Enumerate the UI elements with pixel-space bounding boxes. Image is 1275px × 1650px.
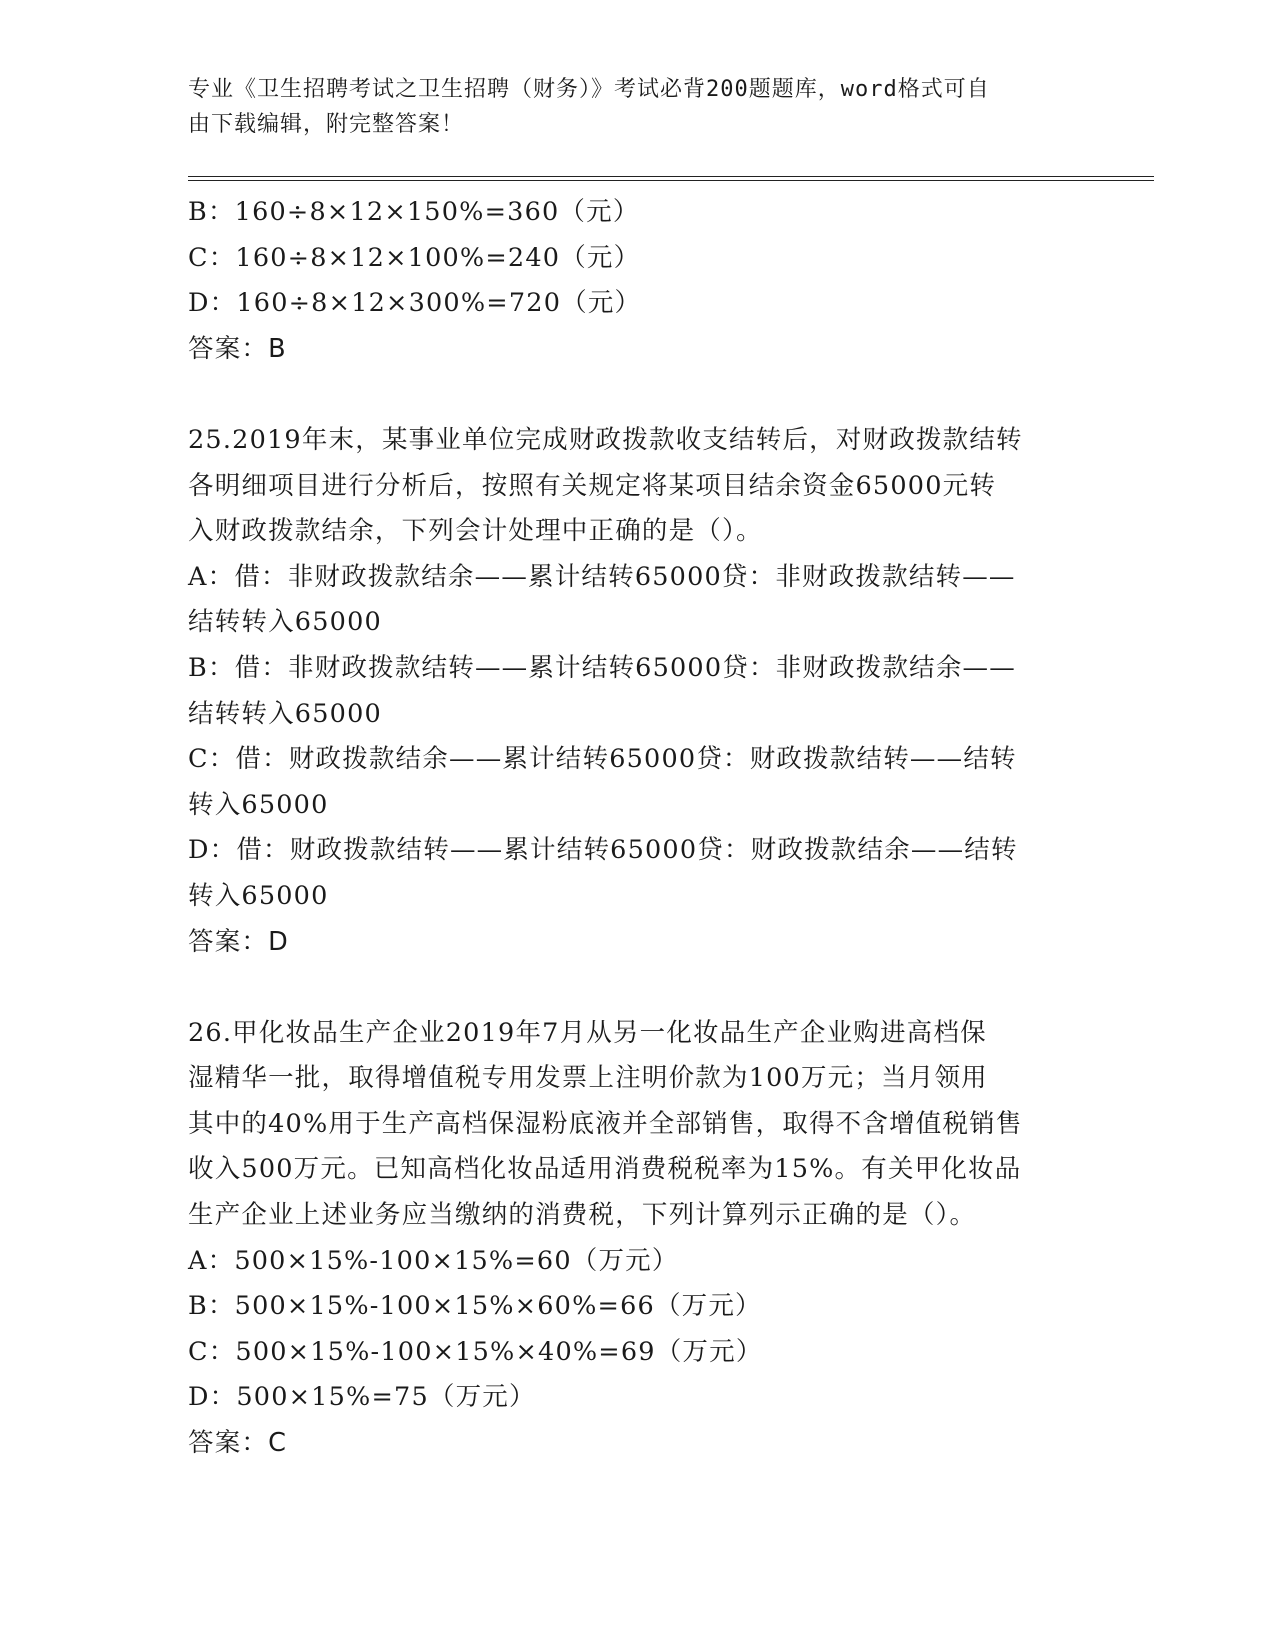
answer-label: 答案：D xyxy=(188,926,289,957)
option-d: D：160÷8×12×300%=720（元） xyxy=(188,288,642,319)
question-stem-line: 入财政拨款结余，下列会计处理中正确的是（）。 xyxy=(188,516,763,547)
option-a: A：借：非财政拨款结余——累计结转65000贷：非财政拨款结转—— xyxy=(188,561,1016,592)
option-b: B：500×15%-100×15%×60%=66（万元） xyxy=(188,1291,762,1322)
question-stem-line: 收入500万元。已知高档化妆品适用消费税税率为15%。有关甲化妆品 xyxy=(188,1154,1022,1185)
question-26-block xyxy=(188,1011,1088,1467)
option-d-cont: 转入65000 xyxy=(188,880,329,911)
question-stem-line: 25.2019年末，某事业单位完成财政拨款收支结转后，对财政拨款结转 xyxy=(188,424,1023,455)
option-b: B：160÷8×12×150%=360（元） xyxy=(188,197,640,227)
question-stem-line: 其中的40%用于生产高档保湿粉底液并全部销售，取得不含增值税销售 xyxy=(188,1108,1023,1139)
question-content xyxy=(188,190,1088,1467)
question-stem-line: 湿精华一批，取得增值税专用发票上注明价款为100万元；当月领用 xyxy=(188,1063,988,1094)
option-c: C：160÷8×12×100%=240（元） xyxy=(188,242,641,273)
header-line-2: 由下载编辑，附完整答案！ xyxy=(188,112,465,137)
option-c: C：借：财政拨款结余——累计结转65000贷：财政拨款结转——结转 xyxy=(188,744,1017,775)
header-line-1: 专业《卫生招聘考试之卫生招聘（财务）》考试必背200题题库，word格式可自 xyxy=(188,77,990,102)
question-stem-line: 各明细项目进行分析后，按照有关规定将某项目结余资金65000元转 xyxy=(188,470,997,501)
option-a: A：500×15%-100×15%=60（万元） xyxy=(188,1245,679,1276)
question-25-block xyxy=(188,418,1088,965)
answer-label: 答案：C xyxy=(188,1428,288,1459)
header-divider xyxy=(188,176,1154,181)
document-header xyxy=(188,72,1088,142)
question-stem-line: 26.甲化妆品生产企业2019年7月从另一化妆品生产企业购进高档保 xyxy=(188,1017,987,1048)
answer-label: 答案：B xyxy=(188,333,287,364)
option-d: D：500×15%=75（万元） xyxy=(188,1382,536,1413)
spacer xyxy=(188,965,1088,1011)
question-stem-line: 生产企业上述业务应当缴纳的消费税，下列计算列示正确的是（）。 xyxy=(188,1200,977,1231)
spacer xyxy=(188,372,1088,418)
option-d: D：借：财政拨款结转——累计结转65000贷：财政拨款结余——结转 xyxy=(188,835,1018,866)
question-24-block xyxy=(188,190,1088,372)
option-b: B：借：非财政拨款结转——累计结转65000贷：非财政拨款结余—— xyxy=(188,652,1016,683)
option-c-cont: 转入65000 xyxy=(188,789,329,820)
option-a-cont: 结转转入65000 xyxy=(188,607,382,638)
option-b-cont: 结转转入65000 xyxy=(188,698,382,729)
option-c: C：500×15%-100×15%×40%=69（万元） xyxy=(188,1336,763,1367)
